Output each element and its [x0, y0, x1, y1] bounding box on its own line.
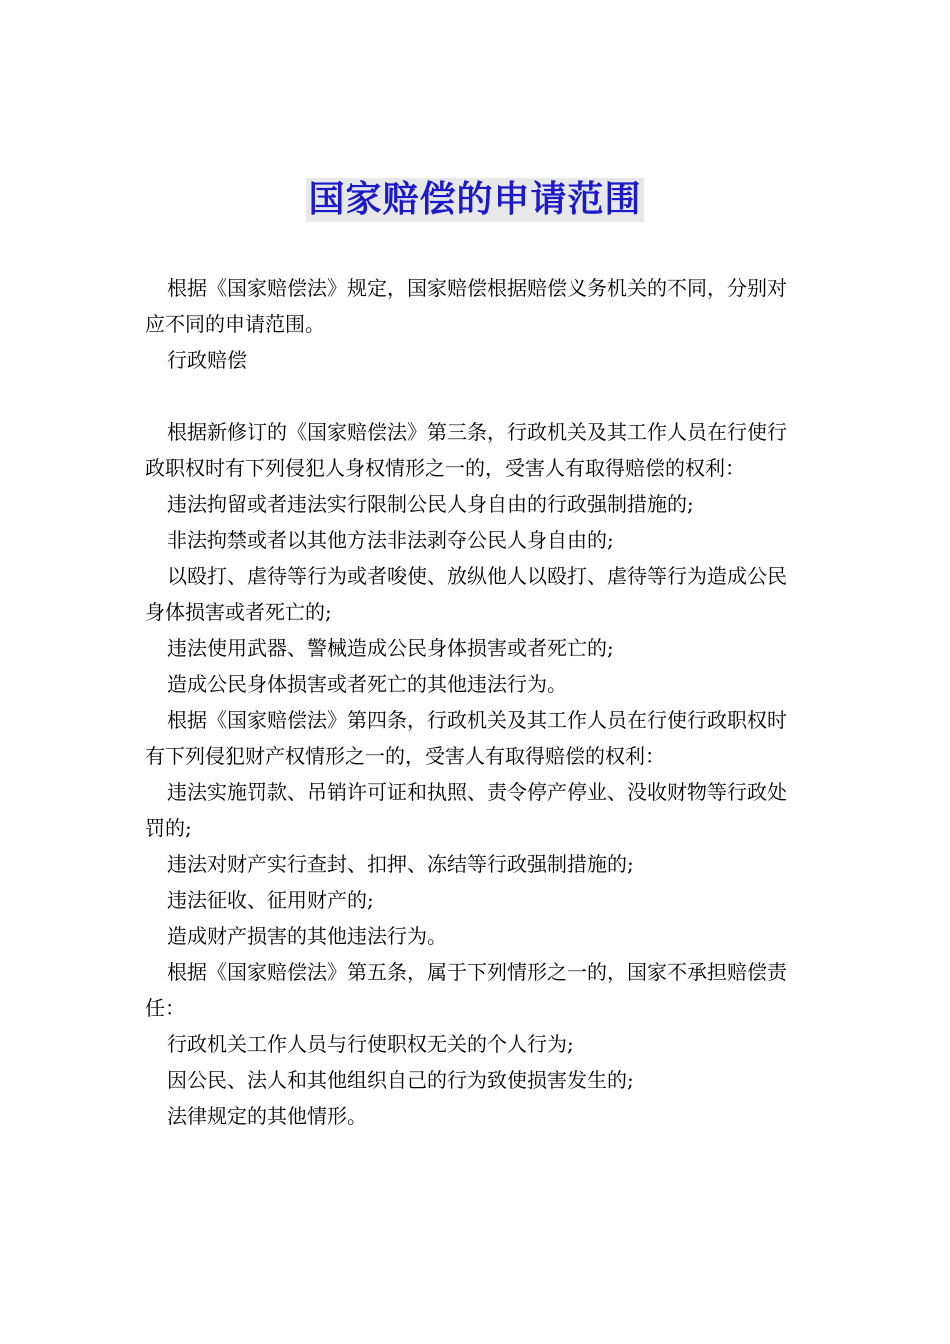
- list-item: 以殴打、虐待等行为或者唆使、放纵他人以殴打、虐待等行为造成公民身体损害或者死亡的;: [145, 564, 787, 624]
- spacer: [145, 378, 805, 414]
- list-item: 法律规定的其他情形。: [167, 1104, 367, 1128]
- paragraph-article-5: 根据《国家赔偿法》第五条，属于下列情形之一的，国家不承担赔偿责任：: [145, 960, 787, 1020]
- list-item: 因公民、法人和其他组织自己的行为致使损害发生的;: [167, 1068, 634, 1092]
- list-item: 违法征收、征用财产的;: [167, 888, 374, 912]
- list-item: 行政机关工作人员与行使职权无关的个人行为;: [167, 1032, 574, 1056]
- paragraph-article-3: 根据新修订的《国家赔偿法》第三条，行政机关及其工作人员在行使行政职权时有下列侵犯人身权情形之一的，受害人有取得赔偿的权利：: [145, 420, 787, 480]
- paragraph-intro: 根据《国家赔偿法》规定，国家赔偿根据赔偿义务机关的不同，分别对应不同的申请范围。: [145, 276, 787, 336]
- list-item: 违法实施罚款、吊销许可证和执照、责令停产停业、没收财物等行政处罚的;: [145, 780, 787, 840]
- title-wrapper: [0, 178, 950, 222]
- section-heading-administrative: 行政赔偿: [167, 348, 247, 372]
- list-item: 违法使用武器、警械造成公民身体损害或者死亡的;: [167, 636, 614, 660]
- list-item: 非法拘禁或者以其他方法非法剥夺公民人身自由的;: [167, 528, 614, 552]
- list-item: 造成财产损害的其他违法行为。: [167, 924, 447, 948]
- list-item: 违法对财产实行查封、扣押、冻结等行政强制措施的;: [167, 852, 634, 876]
- page-title: 国家赔偿的申请范围: [308, 179, 642, 220]
- document-body: [145, 270, 805, 1134]
- paragraph-article-4: 根据《国家赔偿法》第四条，行政机关及其工作人员在行使行政职权时有下列侵犯财产权情形之一的，受害人有取得赔偿的权利：: [145, 708, 787, 768]
- list-item: 违法拘留或者违法实行限制公民人身自由的行政强制措施的;: [167, 492, 694, 516]
- list-item: 造成公民身体损害或者死亡的其他违法行为。: [167, 672, 567, 696]
